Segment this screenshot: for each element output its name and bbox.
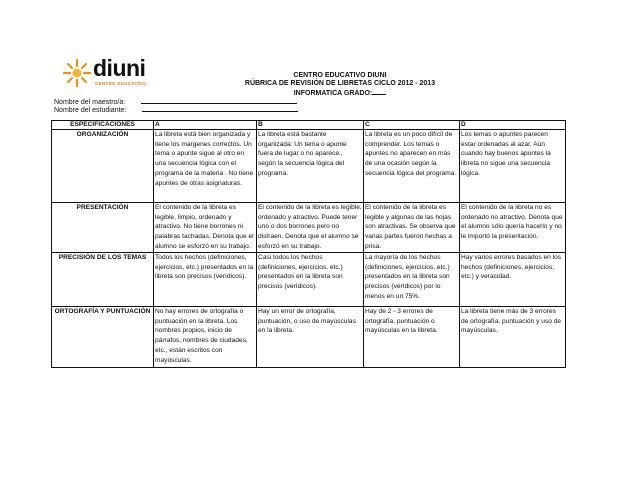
header-level-b: B: [257, 121, 364, 130]
table-cell: El contenido de la libreta es legible, limpio, ordenado y atractivo. No tiene borrones ni palabras tachadas. Denota que el alumno se esforzó en su trabajo.: [154, 203, 257, 253]
student-name-label: Nombre del estudiante:: [54, 107, 127, 114]
logo-subtitle: CENTRO EDUCATIVO: [95, 81, 147, 86]
header-level-c: C: [364, 121, 460, 130]
category-ortografia: ORTOGRAFÍA Y PUNTUACIÓN: [52, 307, 154, 368]
header-specifications: ESPECIFICACIONES: [52, 121, 154, 130]
student-name-line: [142, 104, 298, 112]
table-cell: El contenido de la libreta es legible y algunas de las hojas son atractivas. Se observa que varias partes fueron hechas a prisa.: [364, 203, 460, 253]
teacher-name-line: [141, 96, 297, 104]
table-cell: La libreta es un poco difícil de comprender. Los temas o apuntes no aparecen en más de una ocasión según la secuencia lógica del programa.: [364, 130, 460, 203]
category-presentacion: PRESENTACIÓN: [52, 203, 154, 253]
table-cell: La libreta tiene más de 3 errores de ortografía, puntuación y uso de mayúsculas.: [460, 307, 566, 368]
table-cell: Todos los hechos (definiciones, ejercicios, etc.) presentados en la libreta son precisos (verídicos).: [154, 253, 257, 307]
category-precision: PRECISIÓN DE LOS TEMAS: [52, 253, 154, 307]
table-cell: La libreta está bien organizada y tiene los margenes correctos. Un tema o apunte sigue al otro en una secuencia lógica con el programa de la materia . No tiene apuntes de otras asignaturas.: [154, 130, 257, 203]
document-title: RÚBRICA DE REVISIÓN DE LIBRETAS CICLO 2012 - 2013: [244, 80, 436, 87]
grade-blank: [372, 88, 386, 95]
table-row: [52, 307, 566, 368]
table-row: [52, 130, 566, 203]
student-name-field: [54, 104, 298, 114]
rubric-header-row: [52, 121, 566, 130]
table-row: [52, 253, 566, 307]
table-cell: Hay un error de ortografía, puntuación, o uso de mayúsculas en la libreta.: [257, 307, 364, 368]
category-organizacion: ORGANIZACIÓN: [52, 130, 154, 203]
table-cell: Casi todos los hechos (definiciones, ejercicios, etc.) presentados en la libreta son precisos (verídicos).: [257, 253, 364, 307]
table-cell: La mayoría de los hechos (definiciones, ejercicios, etc.) presentados en la libreta son precisos (verídicos) por lo menos en un 75%.: [364, 253, 460, 307]
school-name: CENTRO EDUCATIVO DIUNI: [293, 72, 387, 79]
table-cell: El contenido de la libreta no es ordenado no atractivo. Denota que el alumno sólo quería hacerlo y no le importó la presentación.: [460, 203, 566, 253]
table-cell: No hay errores de ortografía o puntuación en la libreta. Los nombres propios, inicio de párrafos, nombres de ciudades, etc., están escritos con mayúsculas.: [154, 307, 257, 368]
table-cell: La libreta está bastante organizada: Un tema o apunte fuera de lugar o no aparece., según la secuencia lógica del programa.: [257, 130, 364, 203]
table-cell: El contenido de la libreta es legible, ordenado y atractivo. Puede tener uno o dos borrones pero no distraen. Denota que el alumno se esforzó en su trabajo.: [257, 203, 364, 253]
table-cell: Los temas o apuntes parecen estar ordenadas al azar. Aún cuando hay buenos apuntes la libreta no sigue una secuencia lógica.: [460, 130, 566, 203]
table-row: [52, 203, 566, 253]
header-level-a: A: [154, 121, 257, 130]
header-level-d: D: [460, 121, 566, 130]
rubric-table: [51, 120, 566, 368]
table-cell: Hay varios errores basados en los hechos (definiciones, ejercicios, etc.) y veracidad.: [460, 253, 566, 307]
logo-wordmark: diuni: [93, 55, 146, 81]
subject-grade-label: INFORMATICA GRADO:: [293, 90, 373, 97]
table-cell: Hay de 2 - 3 errores de ortografía, puntuación o mayúsculas en la libreta.: [364, 307, 460, 368]
teacher-name-label: Nombre del maestro/a:: [54, 99, 126, 106]
